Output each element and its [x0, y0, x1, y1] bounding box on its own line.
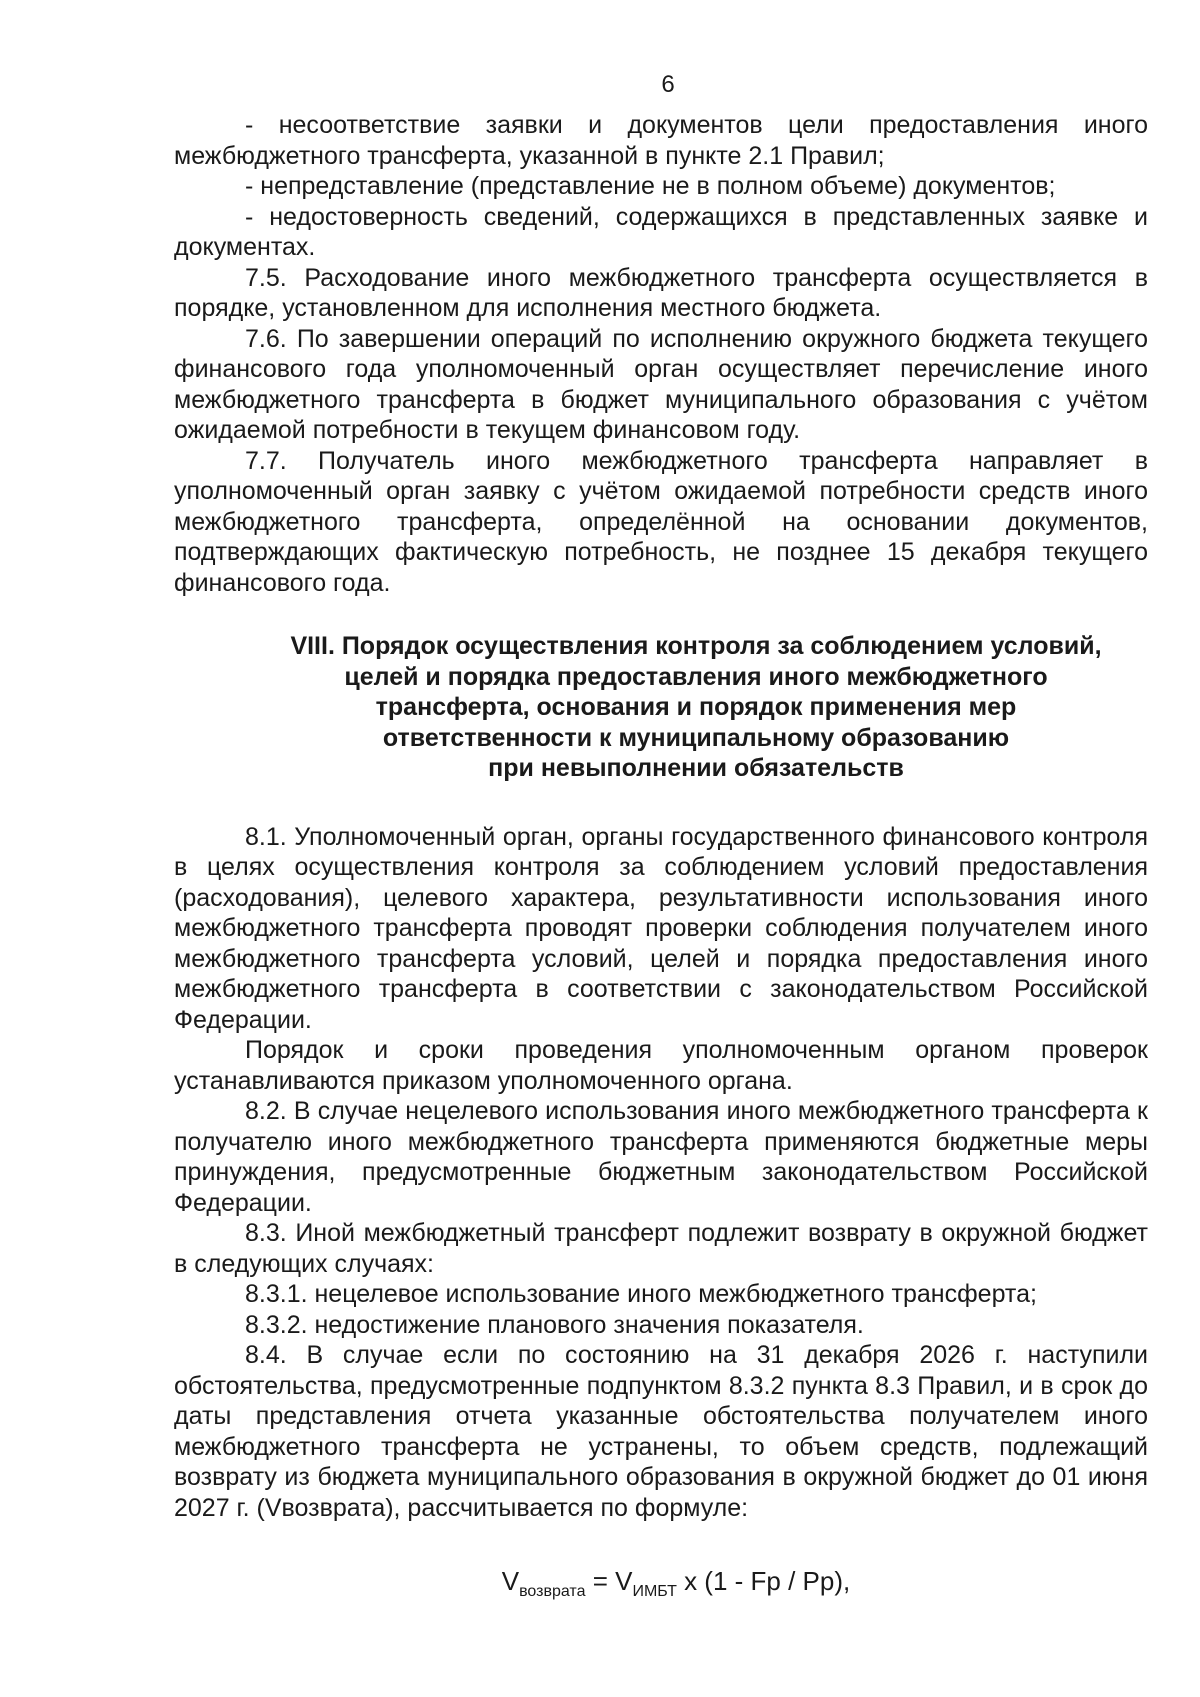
paragraph-8-2: 8.2. В случае нецелевого использования иного межбюджетного трансферта к получателю иного межбюджетного трансферта применяются бюджетные меры принуждения, предусмотренные бюджетным законодательством Российской Федерации. [174, 1097, 1148, 1217]
heading-line: VIII. Порядок осуществления контроля за соблюдением условий, [290, 632, 1102, 660]
section-heading [174, 631, 1148, 784]
page-number: 6 [661, 71, 675, 98]
formula-subscript-return: возврата [519, 1583, 586, 1600]
paragraph-8-4: 8.4. В случае если по состоянию на 31 декабря 2026 г. наступили обстоятельства, предусмотренные подпунктом 8.3.2 пункта 8.3 Правил, и в срок до даты представления отчета указанные обстоятельства получателем иного межбюджетного трансферта не устранены, то объем средств, подлежащий возврату из бюджета муниципального образования в окружной бюджет до 01 июня 2027 г. (Vвозврата), рассчитывается по формуле: [174, 1341, 1148, 1522]
heading-line: ответственности к муниципальному образованию [382, 723, 1010, 752]
paragraph-7-5: 7.5. Расходование иного межбюджетного трансферта осуществляется в порядке, установленном для исполнения местного бюджета. [174, 263, 1148, 322]
paragraph-7-6: 7.6. По завершении операций по исполнению окружного бюджета текущего финансового года уполномоченный орган осуществляет перечисление иного межбюджетного трансферта в бюджет муниципального образования с учётом ожидаемой потребности в текущем финансовом году. [174, 324, 1148, 444]
paragraph-7-7: 7.7. Получатель иного межбюджетного трансферта направляет в уполномоченный орган заявку с учётом ожидаемой потребности средств иного межбюджетного трансферта, определённой на основании документов, подтверждающих фактическую потребность, не позднее 15 декабря текущего финансового года. [174, 446, 1148, 597]
heading-line: целей и порядка предоставления иного межбюджетного [344, 662, 1048, 691]
list-item: - несоответствие заявки и документов цели предоставления иного межбюджетного трансферта, указанной в пункте 2.1 Правил; [174, 111, 1148, 170]
paragraph-8-3-2: 8.3.2. недостижение планового значения показателя. [245, 1310, 864, 1339]
return-formula [174, 1565, 1148, 1608]
heading-line: трансферта, основания и порядок применения мер [375, 693, 1017, 721]
formula-v: V [501, 1566, 520, 1596]
document-page [174, 70, 1148, 1608]
paragraph-8-1: 8.1. Уполномоченный орган, органы государственного финансового контроля в целях осуществления контроля за соблюдением условий предоставления (расходования), целевого характера, результативности использования иного межбюджетного трансферта проводят проверки соблюдения получателем иного межбюджетного трансферта условий, целей и порядка предоставления иного межбюджетного трансферта в соответствии с законодательством Российской Федерации. [174, 822, 1148, 1034]
paragraph-8-3: 8.3. Иной межбюджетный трансферт подлежит возврату в окружной бюджет в следующих случаях: [174, 1219, 1148, 1278]
list-item: - недостоверность сведений, содержащихся в представленных заявке и документах. [174, 202, 1148, 261]
formula-equals-v: = V [585, 1566, 633, 1596]
paragraph-8-3-1: 8.3.1. нецелевое использование иного межбюджетного трансферта; [245, 1280, 1037, 1308]
formula-subscript-imbt: ИМБТ [632, 1583, 677, 1600]
formula-rest: х (1 - Fр / Рр), [676, 1566, 851, 1596]
heading-line: при невыполнении обязательств [488, 754, 904, 782]
paragraph-8-1-order: Порядок и сроки проведения уполномоченным органом проверок устанавливаются приказом уполномоченного органа. [174, 1036, 1148, 1095]
list-item: - непредставление (представление не в полном объеме) документов; [245, 172, 1056, 200]
